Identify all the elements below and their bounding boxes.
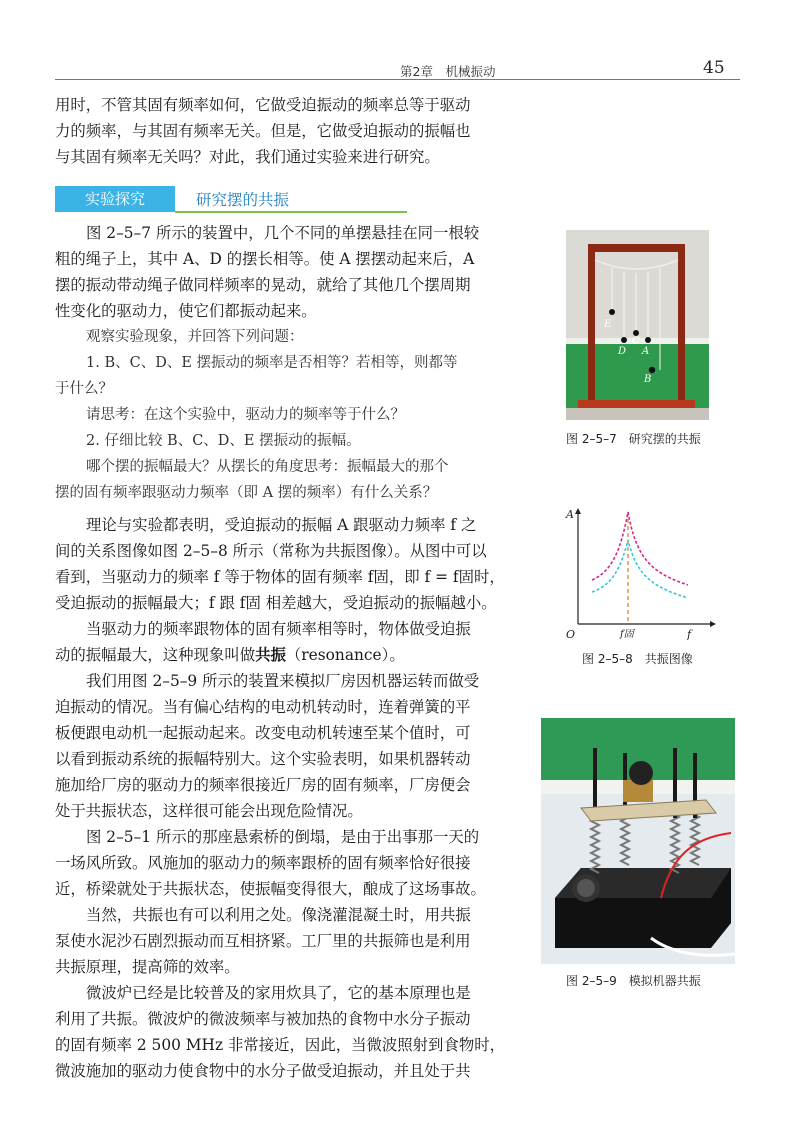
text-line: 以看到振动系统的振幅特别大。这个实验表明，如果机器转动: [55, 750, 471, 768]
text-segment: （resonance）。: [285, 646, 405, 664]
intro-paragraph: [55, 92, 495, 170]
text-line: 施加给厂房的驱动力的频率很接近厂房的固有频率，厂房便会: [55, 776, 471, 794]
pendulum-photo: [566, 230, 709, 420]
text-line: 摆的振动带动绳子做同样频率的晃动，就给了其他几个摆周期: [55, 276, 471, 294]
bob-label-d: D: [618, 346, 627, 357]
figure-caption-2-5-9: 图 2–5–9 模拟机器共振: [566, 974, 701, 988]
text-line: 微波施加的驱动力使食物中的水分子做受迫振动，并且处于共: [55, 1062, 471, 1080]
text-segment: 动的振幅最大，这种现象叫做: [55, 646, 256, 664]
text-line: 间的关系图像如图 2–5–8 所示（常称为共振图像）。从图中可以: [55, 542, 487, 560]
questions-block: [55, 324, 495, 506]
question-2-cont: 摆的固有频率跟驱动力频率（即 A 摆的频率）有什么关系？: [55, 485, 438, 501]
text-line: 理论与实验都表明，受迫振动的振幅 A 跟驱动力频率 f 之: [86, 516, 477, 534]
bob-label-a: A: [642, 346, 650, 357]
text-line: 力的频率，与其固有频率无关。但是，它做受迫振动的振幅也: [55, 122, 471, 140]
pendulum-illustration: [566, 230, 709, 420]
bob-label-c: C: [632, 336, 640, 347]
think-prompt: 请思考：在这个实验中，驱动力的频率等于什么？: [86, 407, 405, 423]
section-title: 研究摆的共振: [196, 191, 290, 209]
resonance-curve-svg: [560, 500, 720, 640]
section-underline: [175, 211, 407, 213]
text-line: 近，桥梁就处于共振状态，使振幅变得很大，酿成了这场事故。: [55, 880, 486, 898]
text-line: 利用了共振。微波炉的微波频率与被加热的食物中水分子振动: [55, 1010, 471, 1028]
peak-frequency-label: f固: [620, 629, 634, 640]
applications-paragraph: [55, 668, 506, 1084]
machine-photo: [541, 718, 735, 964]
machine-illustration: [541, 718, 735, 964]
text-line: 泵使水泥沙石剧烈振动而互相挤紧。工厂里的共振筛也是利用: [55, 932, 471, 950]
bob-label-b: B: [644, 374, 652, 385]
figure-caption-2-5-7: 图 2–5–7 研究摆的共振: [566, 432, 701, 446]
text-line: 处于共振状态，这样很可能会出现危险情况。: [55, 802, 363, 820]
text-line: 看到，当驱动力的频率 f 等于物体的固有频率 f固，即 f = f固时，: [55, 568, 505, 586]
text-line: 的固有频率 2 500 MHz 非常接近，因此，当微波照射到食物时，: [55, 1036, 506, 1054]
question-2: 2. 仔细比较 B、C、D、E 摆振动的振幅。: [86, 433, 361, 449]
question-2-detail: 哪个摆的振幅最大？从摆长的角度思考：振幅最大的那个: [86, 459, 449, 475]
theory-paragraph: [55, 512, 505, 616]
resonance-graph: [560, 500, 720, 640]
text-line: 我们用图 2–5–9 所示的装置来模拟厂房因机器运转而做受: [86, 672, 480, 690]
text-line: 微波炉已经是比较普及的家用炊具了，它的基本原理也是: [86, 984, 471, 1002]
question-1: 1. B、C、D、E 摆振动的频率是否相等？若相等，则都等: [86, 355, 458, 371]
resonance-term: 共振: [255, 646, 286, 664]
text-line: 性变化的驱动力，使它们都振动起来。: [55, 302, 317, 320]
origin-label: O: [566, 628, 576, 640]
question-intro: 观察实验现象，并回答下列问题：: [86, 329, 304, 345]
text-line: 一场风所致。风施加的驱动力的频率跟桥的固有频率恰好很接: [55, 854, 471, 872]
text-line: 共振原理，提高筛的效率。: [55, 958, 240, 976]
text-line: 当驱动力的频率跟物体的固有频率相等时，物体做受迫振: [86, 620, 471, 638]
y-axis-label: A: [566, 508, 574, 521]
text-line: 受迫振动的振幅最大；f 跟 f固 相差越大，受迫振动的振幅越小。: [55, 594, 497, 612]
text-line: 板便跟电动机一起振动起来。改变电动机转速至某个值时，可: [55, 724, 471, 742]
bob-label-e: E: [604, 319, 612, 330]
text-line: 图 2–5–1 所示的那座悬索桥的倒塌，是由于出事那一天的: [86, 828, 480, 846]
x-axis-label: f: [687, 628, 692, 640]
figure-caption-2-5-8: 图 2–5–8 共振图像: [582, 652, 693, 666]
resonance-curve-upper: [592, 512, 688, 585]
text-line: 迫振动的情况。当有偏心结构的电动机转动时，连着弹簧的平: [55, 698, 471, 716]
text-line: 与其固有频率无关吗？对此，我们通过实验来进行研究。: [55, 148, 440, 166]
text-line: 粗的绳子上，其中 A、D 的摆长相等。使 A 摆摆动起来后，A: [55, 250, 475, 268]
text-line: 用时，不管其固有频率如何，它做受迫振动的频率总等于驱动: [55, 96, 471, 114]
question-1-cont: 于什么？: [55, 381, 113, 397]
text-line: [55, 642, 495, 668]
page-number: 45: [703, 58, 725, 78]
text-line: 图 2–5–7 所示的装置中，几个不同的单摆悬挂在同一根较: [86, 224, 480, 242]
section-tag: 实验探究: [55, 186, 175, 212]
experiment-paragraph: [55, 220, 495, 324]
text-line: 当然，共振也有可以利用之处。像浇灌混凝土时，用共振: [86, 906, 471, 924]
header-divider: [55, 79, 740, 80]
chapter-header: 第2章 机械振动: [400, 64, 496, 79]
resonance-definition: [55, 616, 495, 668]
resonance-curve-lower: [592, 540, 688, 598]
